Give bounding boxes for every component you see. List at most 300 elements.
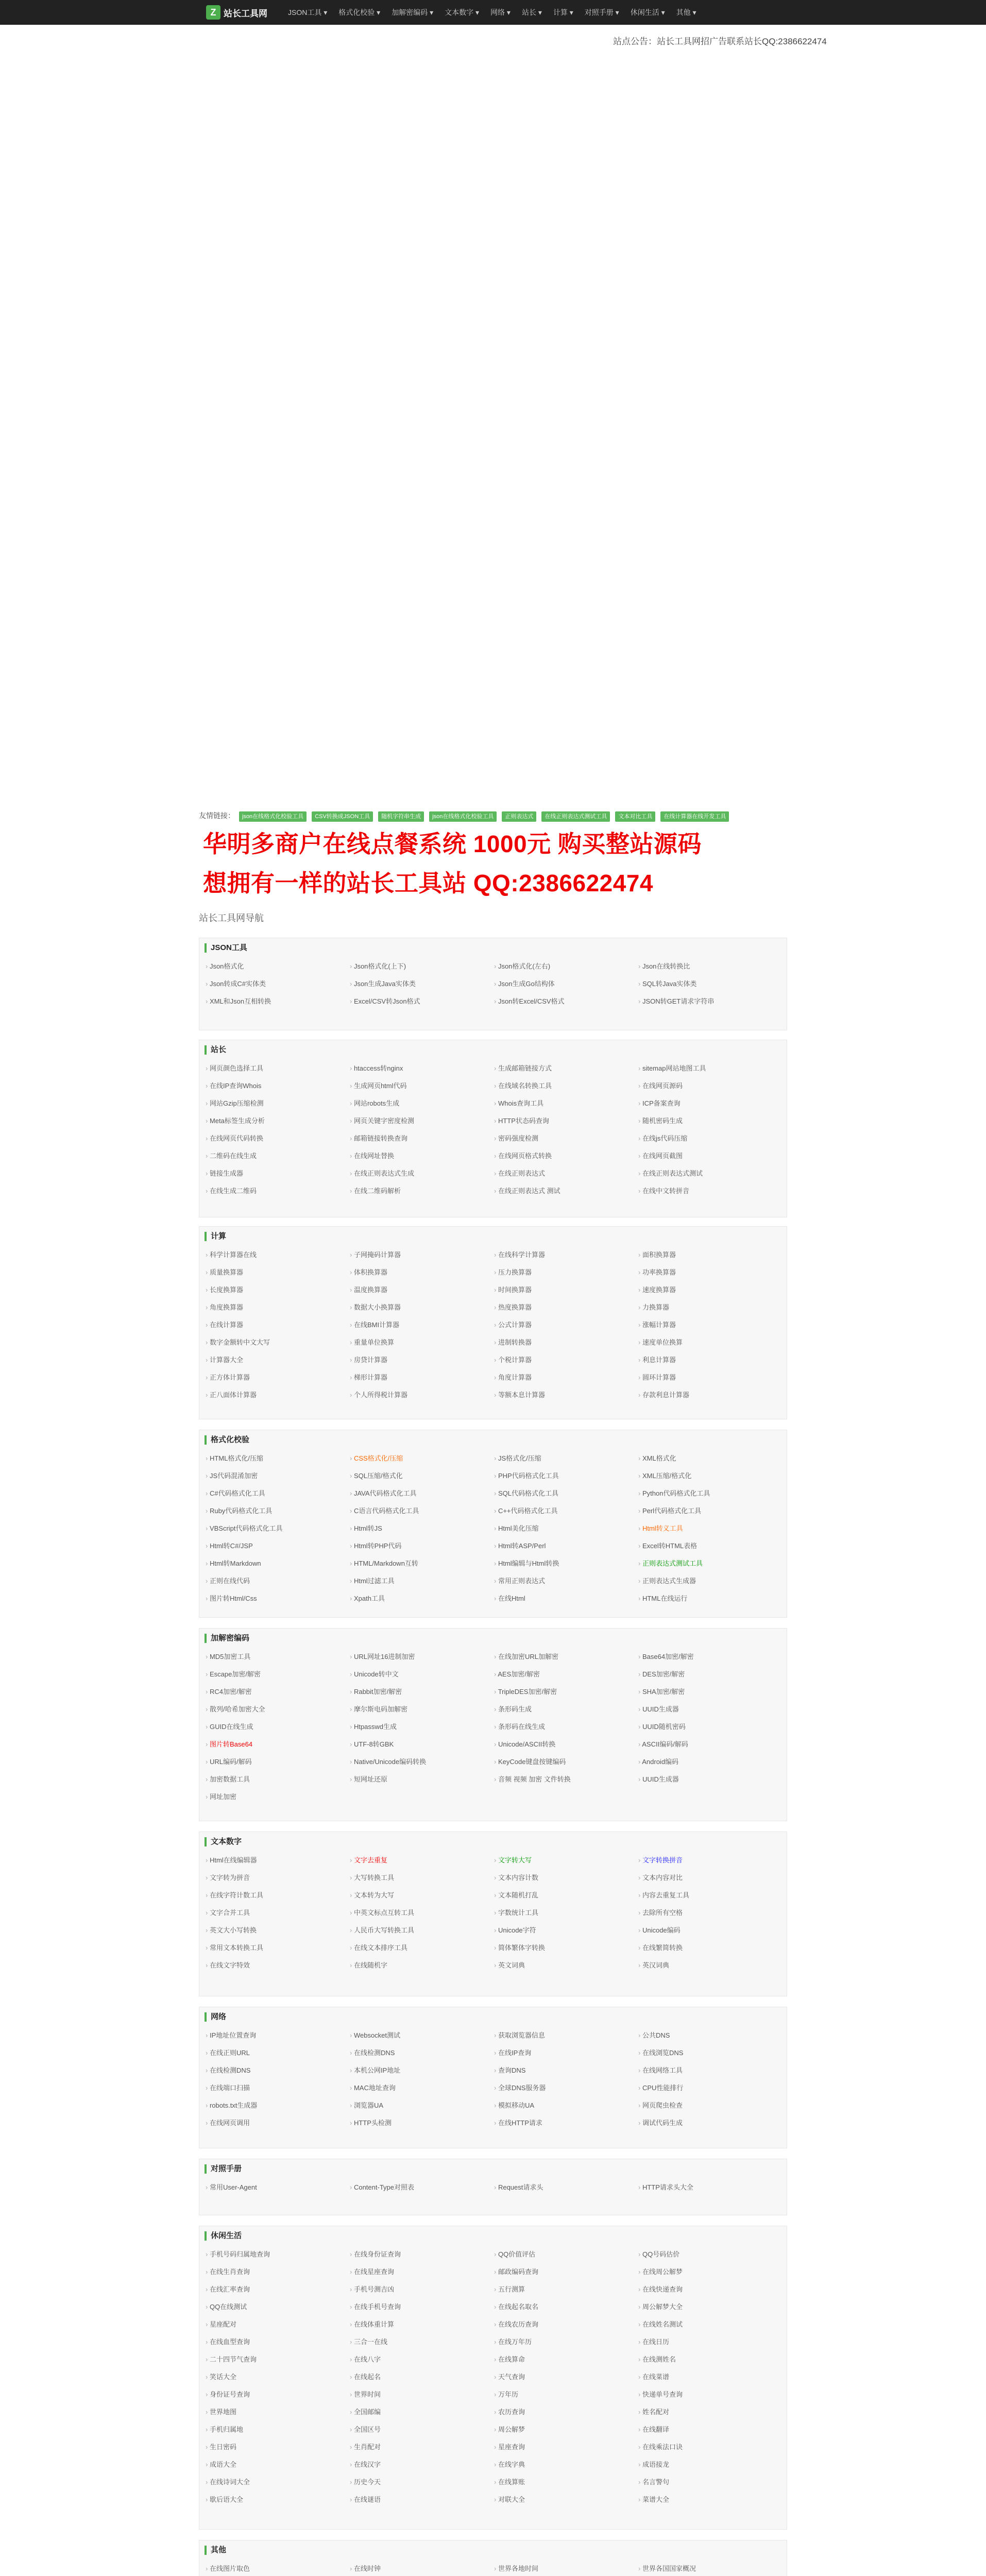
tool-link[interactable]: › Html在线编辑器	[206, 1855, 350, 1872]
tool-link[interactable]: › 在线中文转拼音	[638, 1185, 783, 1203]
site-notice: 站点公告：站长工具网招广告联系站长QQ:2386622474	[613, 37, 827, 46]
tool-link[interactable]: › 手机号码归属地查询	[206, 2249, 350, 2266]
tool-link[interactable]: › TripleDES加密/解密	[494, 1686, 638, 1704]
tool-link[interactable]: › 在线农历查询	[494, 2319, 638, 2336]
tool-link[interactable]: › SHA加密/解密	[638, 1686, 783, 1704]
tool-link[interactable]: › 成语接龙	[638, 2459, 783, 2477]
tool-link[interactable]: › 在线域名转换工具	[494, 1080, 638, 1098]
tool-link[interactable]: › 在线身份证查询	[350, 2249, 494, 2266]
tool-link[interactable]: › 在线加密URL加解密	[494, 1651, 638, 1669]
tool-link[interactable]: › 星座查询	[494, 2442, 638, 2459]
tool-link[interactable]: › 在线检测DNS	[206, 2065, 350, 2082]
tool-link[interactable]: › Htpasswd生成	[350, 1721, 494, 1739]
tool-link[interactable]: › 在线二维码解析	[350, 1185, 494, 1203]
tool-link[interactable]: › Json在线转换比	[638, 961, 783, 978]
friend-link[interactable]: 随机字符串生成	[378, 811, 424, 822]
tool-link[interactable]: › Ruby代码格式化工具	[206, 1505, 350, 1523]
tool-link[interactable]: › 正则表达式测试工具	[638, 1558, 783, 1575]
tool-link[interactable]: › 笑话大全	[206, 2371, 350, 2389]
tool-link[interactable]: › 二维码在线生成	[206, 1150, 350, 1168]
tool-link[interactable]: › 常用正则表达式	[494, 1575, 638, 1593]
tool-link[interactable]: › 英汉词典	[638, 1960, 783, 1977]
tool-link[interactable]: › 在线IP查询	[494, 2047, 638, 2065]
tool-link[interactable]: › 在线IP查询Whois	[206, 1080, 350, 1098]
tool-link[interactable]: › GUID在线生成	[206, 1721, 350, 1739]
tool-link[interactable]: › PHP代码格式化工具	[494, 1470, 638, 1488]
tool-link[interactable]: › 正则在线代码	[206, 1575, 350, 1593]
tool-link[interactable]: › 在线诗词大全	[206, 2477, 350, 2494]
tool-link[interactable]: › 大写转换工具	[350, 1872, 494, 1890]
tool-link[interactable]: › 常用User-Agent	[206, 2182, 350, 2199]
tool-link[interactable]: › 在线八字	[350, 2354, 494, 2371]
tool-link[interactable]: › 进制转换器	[494, 1337, 638, 1354]
tool-link[interactable]: › 在线生肖查询	[206, 2266, 350, 2284]
tool-link[interactable]: › 长度换算器	[206, 1284, 350, 1302]
tool-link[interactable]: › Native/Unicode编码转换	[350, 1756, 494, 1774]
tool-link[interactable]: › 身份证号查询	[206, 2389, 350, 2406]
tool-link[interactable]: › 在线算账	[494, 2477, 638, 2494]
tool-link[interactable]: › 手机号测吉凶	[350, 2284, 494, 2301]
friend-link[interactable]: 正则表达式	[502, 811, 536, 822]
tool-link[interactable]: › 在线字符计数工具	[206, 1890, 350, 1907]
tool-links	[206, 1453, 783, 1611]
tool-link[interactable]: › 功率换算器	[638, 1267, 783, 1284]
tool-links	[206, 1651, 783, 1809]
tool-link[interactable]: › KeyCode键盘按键编码	[494, 1756, 638, 1774]
tool-link[interactable]: › 在线起名取名	[494, 2301, 638, 2319]
tool-link[interactable]: › Perl代码格式化工具	[638, 1505, 783, 1523]
tool-link[interactable]: › Json格式化	[206, 961, 350, 978]
tool-link[interactable]: › CPU性能排行	[638, 2082, 783, 2100]
nav-item[interactable]: 格式化校验 ▾	[338, 8, 381, 16]
friend-link[interactable]: json在线格式化校验工具	[239, 811, 307, 822]
tool-link[interactable]: › 在线万年历	[494, 2336, 638, 2354]
tool-link[interactable]: › 在线网络工具	[638, 2065, 783, 2082]
tool-link[interactable]: › RC4加密/解密	[206, 1686, 350, 1704]
tool-link[interactable]: › 在线计算器	[206, 1319, 350, 1337]
nav-item[interactable]: 网络 ▾	[490, 8, 511, 16]
tool-link[interactable]: › 生成邮箱链接方式	[494, 1063, 638, 1080]
tool-link[interactable]: › 历史今天	[350, 2477, 494, 2494]
tool-link[interactable]: › 三合一在线	[350, 2336, 494, 2354]
tool-link[interactable]: › 时间换算器	[494, 1284, 638, 1302]
tool-link[interactable]: › 文本转为大写	[350, 1890, 494, 1907]
tool-link[interactable]: › robots.txt生成器	[206, 2100, 350, 2117]
tool-link[interactable]: › Html转Markdown	[206, 1558, 350, 1575]
tool-link[interactable]: › 文本内容对比	[638, 1872, 783, 1890]
tool-link[interactable]: › Html过滤工具	[350, 1575, 494, 1593]
tool-link[interactable]: › 梯形计算器	[350, 1372, 494, 1389]
tool-link[interactable]: › 星座配对	[206, 2319, 350, 2336]
tool-link[interactable]: › Python代码格式化工具	[638, 1488, 783, 1505]
tool-link[interactable]: › SQL压缩/格式化	[350, 1470, 494, 1488]
tool-link[interactable]: › 网页爬虫检查	[638, 2100, 783, 2117]
tool-link[interactable]: › XML格式化	[638, 1453, 783, 1470]
tool-link[interactable]: › 涨幅计算器	[638, 1319, 783, 1337]
tool-link[interactable]: › sitemap网站地图工具	[638, 1063, 783, 1080]
tool-link[interactable]: › 在线繁简转换	[638, 1942, 783, 1960]
tool-link[interactable]: › 条形码在线生成	[494, 1721, 638, 1739]
tool-link[interactable]: › 在线汇率查询	[206, 2284, 350, 2301]
tool-link[interactable]: › 全国邮编	[350, 2406, 494, 2424]
tool-link[interactable]: › 正方体计算器	[206, 1372, 350, 1389]
tool-link[interactable]: › 数字金额转中文大写	[206, 1337, 350, 1354]
tool-link[interactable]: › 网站Gzip压缩检测	[206, 1098, 350, 1115]
tool-link[interactable]: › Unicode字符	[494, 1925, 638, 1942]
tool-link[interactable]: › 查询DNS	[494, 2065, 638, 2082]
tool-link[interactable]: › 在线js代码压缩	[638, 1133, 783, 1150]
tool-link[interactable]: › 在线乘法口诀	[638, 2442, 783, 2459]
tool-link[interactable]: › 网页关键字密度检测	[350, 1115, 494, 1133]
tool-link[interactable]: › 在线周公解梦	[638, 2266, 783, 2284]
tool-link[interactable]: › 热度换算器	[494, 1302, 638, 1319]
tool-link[interactable]: › 在线血型查询	[206, 2336, 350, 2354]
tool-link[interactable]: › 个人所得税计算器	[350, 1389, 494, 1407]
tool-link[interactable]: › 邮箱链接转换查询	[350, 1133, 494, 1150]
tool-link[interactable]: › ASCII编码/解码	[638, 1739, 783, 1756]
tool-link[interactable]: › 在线生成二维码	[206, 1185, 350, 1203]
tool-link[interactable]: › 文字转换拼音	[638, 1855, 783, 1872]
tool-link[interactable]: › 密码强度检测	[494, 1133, 638, 1150]
tool-link[interactable]: › HTML格式化/压缩	[206, 1453, 350, 1470]
tool-links	[206, 1063, 783, 1203]
tool-link[interactable]: › 音频 视频 加密 文件转换	[494, 1774, 638, 1791]
tool-link[interactable]: › Excel转HTML表格	[638, 1540, 783, 1558]
tool-link[interactable]: › 在线快递查询	[638, 2284, 783, 2301]
tool-link[interactable]: › 歇后语大全	[206, 2494, 350, 2512]
tool-link[interactable]: › 模拟移动UA	[494, 2100, 638, 2117]
tool-link[interactable]: › Xpath工具	[350, 1593, 494, 1611]
tool-link[interactable]: › 力换算器	[638, 1302, 783, 1319]
tool-link[interactable]: › 农历查询	[494, 2406, 638, 2424]
tool-link[interactable]: › 二十四节气查询	[206, 2354, 350, 2371]
tool-section	[199, 1430, 787, 1618]
tool-link[interactable]: › htaccess转nginx	[350, 1063, 494, 1080]
tool-link[interactable]: › Meta标签生成分析	[206, 1115, 350, 1133]
tool-section	[199, 938, 787, 1030]
tool-link[interactable]: › 文字转为拼音	[206, 1872, 350, 1890]
tool-link[interactable]: › Escape加密/解密	[206, 1669, 350, 1686]
tool-link[interactable]: › 个税计算器	[494, 1354, 638, 1372]
tool-link[interactable]: › Unicode/ASCII转换	[494, 1739, 638, 1756]
nav-item[interactable]: 其他 ▾	[676, 8, 696, 16]
tool-link[interactable]: › C#代码格式化工具	[206, 1488, 350, 1505]
tool-link[interactable]: › 在线BMI计算器	[350, 1319, 494, 1337]
tool-link[interactable]: › 生成网页html代码	[350, 1080, 494, 1098]
tool-link[interactable]: › HTTP头检测	[350, 2117, 494, 2135]
tool-link[interactable]: › 天气查询	[494, 2371, 638, 2389]
tool-links	[206, 2249, 783, 2512]
nav-item[interactable]: JSON工具 ▾	[288, 8, 328, 16]
tool-link[interactable]: › 全国区号	[350, 2424, 494, 2442]
tool-links	[206, 2182, 783, 2199]
tool-link[interactable]: › SQL转Java实体类	[638, 978, 783, 996]
tool-link[interactable]: › 姓名配对	[638, 2406, 783, 2424]
tool-link[interactable]: › 快递单号查询	[638, 2389, 783, 2406]
tool-link[interactable]: › 周公解梦	[494, 2424, 638, 2442]
brand[interactable]	[206, 5, 267, 20]
tool-link[interactable]: › Json生成Java实体类	[350, 978, 494, 996]
tool-link[interactable]: › 在线谜语	[350, 2494, 494, 2512]
nav-item[interactable]: 站长 ▾	[521, 8, 542, 16]
tool-link[interactable]: › MAC地址查询	[350, 2082, 494, 2100]
tool-link[interactable]: › Rabbit加密/解密	[350, 1686, 494, 1704]
tool-link[interactable]: › 世界时间	[350, 2389, 494, 2406]
tool-link[interactable]: › 在线起名	[350, 2371, 494, 2389]
tool-link[interactable]: › XML和Json互相转换	[206, 996, 350, 1013]
tool-link[interactable]: › 获取浏览器信息	[494, 2030, 638, 2047]
tool-link[interactable]: › UTF-8转GBK	[350, 1739, 494, 1756]
tool-link[interactable]: › 菜谱大全	[638, 2494, 783, 2512]
tool-link[interactable]: › Html美化压缩	[494, 1523, 638, 1540]
tool-link[interactable]: › Base64加密/解密	[638, 1651, 783, 1669]
tool-link[interactable]: › Content-Type对照表	[350, 2182, 494, 2199]
tool-link[interactable]: › 质量换算器	[206, 1267, 350, 1284]
tool-link[interactable]: › Excel/CSV转Json格式	[350, 996, 494, 1013]
nav-item[interactable]: 文本数字 ▾	[445, 8, 480, 16]
tool-link[interactable]: › JS格式化/压缩	[494, 1453, 638, 1470]
tool-link[interactable]: › 计算器大全	[206, 1354, 350, 1372]
tool-link[interactable]: › 在线图片取色	[206, 2563, 350, 2576]
tool-link[interactable]: › 加密数据工具	[206, 1774, 350, 1791]
tool-link[interactable]: › 世界地图	[206, 2406, 350, 2424]
tool-link[interactable]: › 英文词典	[494, 1960, 638, 1977]
tool-link[interactable]: › Unicode转中文	[350, 1669, 494, 1686]
tool-link[interactable]: › 面积换算器	[638, 1249, 783, 1267]
tool-link[interactable]: › 在线正则表达式 测试	[494, 1185, 638, 1203]
tool-link[interactable]: › 网址加密	[206, 1791, 350, 1809]
tool-link[interactable]: › 在线正则URL	[206, 2047, 350, 2065]
tool-link[interactable]: › 在线文本排序工具	[350, 1942, 494, 1960]
tool-link[interactable]: › 在线网页代码转换	[206, 1133, 350, 1150]
tool-link[interactable]: › 人民币大写转换工具	[350, 1925, 494, 1942]
tool-link[interactable]: › QQ在线测试	[206, 2301, 350, 2319]
tool-link[interactable]: › Websocket测试	[350, 2030, 494, 2047]
tool-link[interactable]: › CSS格式化/压缩	[350, 1453, 494, 1470]
tool-link[interactable]: › 万年历	[494, 2389, 638, 2406]
tool-link[interactable]: › Json格式化(上下)	[350, 961, 494, 978]
tool-link[interactable]: › 本机公网IP地址	[350, 2065, 494, 2082]
tool-link[interactable]: › UUID生成器	[638, 1774, 783, 1791]
tool-link[interactable]: › XML压缩/格式化	[638, 1470, 783, 1488]
tool-link[interactable]: › 文本随机打乱	[494, 1890, 638, 1907]
tool-link[interactable]: › Unicode编码	[638, 1925, 783, 1942]
tool-link[interactable]: › C++代码格式化工具	[494, 1505, 638, 1523]
tool-link[interactable]: › 对联大全	[494, 2494, 638, 2512]
tool-link[interactable]: › 压力换算器	[494, 1267, 638, 1284]
tool-link[interactable]: › 网页颜色选择工具	[206, 1063, 350, 1080]
tool-link[interactable]: › Whois查询工具	[494, 1098, 638, 1115]
tool-link[interactable]: › 数据大小换算器	[350, 1302, 494, 1319]
tool-link[interactable]: › 在线端口扫描	[206, 2082, 350, 2100]
tool-link[interactable]: › 温度换算器	[350, 1284, 494, 1302]
tool-link[interactable]: › 重量单位换算	[350, 1337, 494, 1354]
tool-link[interactable]: › 在线正则表达式生成	[350, 1168, 494, 1185]
tool-link[interactable]: › 链接生成器	[206, 1168, 350, 1185]
tool-link[interactable]: › URL编码/解码	[206, 1756, 350, 1774]
tool-link[interactable]: › 全球DNS服务器	[494, 2082, 638, 2100]
tool-link[interactable]: › Html编辑与Html转换	[494, 1558, 638, 1575]
section-heading: 站长	[205, 1045, 226, 1055]
tool-link[interactable]: › 文字去重复	[350, 1855, 494, 1872]
tool-link[interactable]: › ICP备案查询	[638, 1098, 783, 1115]
tool-link[interactable]: › 图片转Html/Css	[206, 1593, 350, 1611]
tool-link[interactable]: › 在线正则表达式	[494, 1168, 638, 1185]
tool-link[interactable]: › Html转JS	[350, 1523, 494, 1540]
tool-link[interactable]: › HTTP状态码查询	[494, 1115, 638, 1133]
tool-link[interactable]: › 成语大全	[206, 2459, 350, 2477]
tool-link[interactable]: › 速度单位换算	[638, 1337, 783, 1354]
tool-link[interactable]: › 世界各地时间	[494, 2563, 638, 2576]
tool-link[interactable]: › HTML/Markdown互转	[350, 1558, 494, 1575]
tool-link[interactable]: › 在线字典	[494, 2459, 638, 2477]
tool-link[interactable]: › 角度计算器	[494, 1372, 638, 1389]
tool-link[interactable]: › 条形码生成	[494, 1704, 638, 1721]
tool-link[interactable]: › 存款利息计算器	[638, 1389, 783, 1407]
tool-link[interactable]: › 常用文本转换工具	[206, 1942, 350, 1960]
tool-link[interactable]: › 在线翻译	[638, 2424, 783, 2442]
tool-link[interactable]: › 在线测姓名	[638, 2354, 783, 2371]
tool-link[interactable]: › 在线文字特效	[206, 1960, 350, 1977]
tool-link[interactable]: › 在线算命	[494, 2354, 638, 2371]
tool-link[interactable]: › 浏览器UA	[350, 2100, 494, 2117]
tool-links	[206, 1855, 783, 1977]
tool-section	[199, 2540, 787, 2576]
tool-link[interactable]: › 在线HTTP请求	[494, 2117, 638, 2135]
tool-link[interactable]: › 字数统计工具	[494, 1907, 638, 1925]
tool-link[interactable]: › 公式计算器	[494, 1319, 638, 1337]
tool-link[interactable]: › URL网址16进制加密	[350, 1651, 494, 1669]
tool-link[interactable]: › 利息计算器	[638, 1354, 783, 1372]
tool-link[interactable]: › Android编码	[638, 1756, 783, 1774]
tool-link[interactable]: › QQ号码估价	[638, 2249, 783, 2266]
friend-link[interactable]: 文本对比工具	[615, 811, 655, 822]
friend-link[interactable]: json在线格式化校验工具	[429, 811, 497, 822]
tool-link[interactable]: › 在线时钟	[350, 2563, 494, 2576]
tool-link[interactable]: › 网站robots生成	[350, 1098, 494, 1115]
tool-link[interactable]: › 在线汉字	[350, 2459, 494, 2477]
nav-item[interactable]: 计算 ▾	[553, 8, 573, 16]
section-heading: JSON工具	[205, 943, 247, 953]
tool-link[interactable]: › 等额本息计算器	[494, 1389, 638, 1407]
tool-link[interactable]: › UUID随机密码	[638, 1721, 783, 1739]
tool-link[interactable]: › QQ价值评估	[494, 2249, 638, 2266]
tool-link[interactable]: › DES加密/解密	[638, 1669, 783, 1686]
tool-link[interactable]: › Json转成C#实体类	[206, 978, 350, 996]
tool-link[interactable]: › 速度换算器	[638, 1284, 783, 1302]
tool-link[interactable]: › Request请求头	[494, 2182, 638, 2199]
tool-link[interactable]: › 体积换算器	[350, 1267, 494, 1284]
tool-link[interactable]: › JSON转GET请求字符串	[638, 996, 783, 1013]
tool-link[interactable]: › 在线Html	[494, 1593, 638, 1611]
tool-link[interactable]: › 摩尔斯电码加解密	[350, 1704, 494, 1721]
tool-link[interactable]: › Html转ASP/Perl	[494, 1540, 638, 1558]
tool-link[interactable]: › SQL代码格式化工具	[494, 1488, 638, 1505]
tool-link[interactable]: › MD5加密工具	[206, 1651, 350, 1669]
tool-link[interactable]: › 在线姓名测试	[638, 2319, 783, 2336]
tool-link[interactable]: › 短网址还原	[350, 1774, 494, 1791]
tool-link[interactable]: › UUID生成器	[638, 1704, 783, 1721]
tool-link[interactable]: › 在线网页截图	[638, 1150, 783, 1168]
tool-link[interactable]: › 子网掩码计算器	[350, 1249, 494, 1267]
tool-link[interactable]: › 公共DNS	[638, 2030, 783, 2047]
tool-link[interactable]: › 在线检测DNS	[350, 2047, 494, 2065]
tool-link[interactable]: › JAVA代码格式化工具	[350, 1488, 494, 1505]
tool-link[interactable]: › 在线浏览DNS	[638, 2047, 783, 2065]
tool-link[interactable]: › 简体繁体字转换	[494, 1942, 638, 1960]
tool-link[interactable]: › 五行测算	[494, 2284, 638, 2301]
tool-link[interactable]: › Json转Excel/CSV格式	[494, 996, 638, 1013]
tool-link[interactable]: › 在线网页格式转换	[494, 1150, 638, 1168]
tool-link[interactable]: › 科学计算器在线	[206, 1249, 350, 1267]
tool-link[interactable]: › 在线随机字	[350, 1960, 494, 1977]
tool-link[interactable]: › 内容去重复工具	[638, 1890, 783, 1907]
tool-link[interactable]: › 角度换算器	[206, 1302, 350, 1319]
tool-link[interactable]: › 文字转大写	[494, 1855, 638, 1872]
friend-link[interactable]: 在线计算器在线开发工具	[660, 811, 729, 822]
tool-link[interactable]: › 在线菜谱	[638, 2371, 783, 2389]
tool-link[interactable]: › Json格式化(左右)	[494, 961, 638, 978]
friend-link[interactable]: 在线正则表达式测试工具	[541, 811, 610, 822]
tool-link[interactable]: › Html转PHP代码	[350, 1540, 494, 1558]
tool-link[interactable]: › 正八面体计算器	[206, 1389, 350, 1407]
tool-link[interactable]: › 在线网页调用	[206, 2117, 350, 2135]
tool-link[interactable]: › 名言警句	[638, 2477, 783, 2494]
tool-link[interactable]: › 世界各国国家概况	[638, 2563, 783, 2576]
tool-link[interactable]: › AES加密/解密	[494, 1669, 638, 1686]
friend-link[interactable]: CSV转换成JSON工具	[312, 811, 373, 822]
tool-link[interactable]: › HTTP请求头大全	[638, 2182, 783, 2199]
tool-link[interactable]: › 周公解梦大全	[638, 2301, 783, 2319]
tool-link[interactable]: › Html转义工具	[638, 1523, 783, 1540]
tool-link[interactable]: › 在线网页源码	[638, 1080, 783, 1098]
tool-link[interactable]: › 在线日历	[638, 2336, 783, 2354]
tool-link[interactable]: › 在线手机号查询	[350, 2301, 494, 2319]
tool-link[interactable]: › 在线科学计算器	[494, 1249, 638, 1267]
tool-link[interactable]: › 图片转Base64	[206, 1739, 350, 1756]
tool-link[interactable]: › 调试代码生成	[638, 2117, 783, 2135]
tool-link[interactable]: › 房贷计算器	[350, 1354, 494, 1372]
nav-item[interactable]: 休闲生活 ▾	[630, 8, 665, 16]
tool-link[interactable]: › IP地址位置查询	[206, 2030, 350, 2047]
tool-link[interactable]: › 散列/哈希加密大全	[206, 1704, 350, 1721]
tool-link[interactable]: › HTML在线运行	[638, 1593, 783, 1611]
tool-link[interactable]: › Html转C#/JSP	[206, 1540, 350, 1558]
tool-link[interactable]: › VBScript代码格式化工具	[206, 1523, 350, 1540]
tool-link[interactable]: › 随机密码生成	[638, 1115, 783, 1133]
tool-link[interactable]: › 在线网址替换	[350, 1150, 494, 1168]
tool-link[interactable]: › 生肖配对	[350, 2442, 494, 2459]
tool-link[interactable]: › C语言代码格式化工具	[350, 1505, 494, 1523]
tool-link[interactable]: › 生日密码	[206, 2442, 350, 2459]
tool-link[interactable]: › 文字合并工具	[206, 1907, 350, 1925]
tool-link[interactable]: › 在线正则表达式测试	[638, 1168, 783, 1185]
tool-link[interactable]: › 文本内容计数	[494, 1872, 638, 1890]
tool-link[interactable]: › 正则表达式生成器	[638, 1575, 783, 1593]
tool-link[interactable]: › 邮政编码查询	[494, 2266, 638, 2284]
tool-link[interactable]: › 去除所有空格	[638, 1907, 783, 1925]
tool-link[interactable]: › 英文大小写转换	[206, 1925, 350, 1942]
tool-link[interactable]: › 手机归属地	[206, 2424, 350, 2442]
tool-link[interactable]: › 在线星座查询	[350, 2266, 494, 2284]
nav-item[interactable]: 对照手册 ▾	[584, 8, 619, 16]
nav-item[interactable]: 加解密编码 ▾	[392, 8, 434, 16]
tool-link[interactable]: › Json生成Go结构体	[494, 978, 638, 996]
tool-link[interactable]: › 圆环计算器	[638, 1372, 783, 1389]
tool-link[interactable]: › JS代码混淆加密	[206, 1470, 350, 1488]
tool-link[interactable]: › 中英文标点互转工具	[350, 1907, 494, 1925]
tool-link[interactable]: › 在线体重计算	[350, 2319, 494, 2336]
